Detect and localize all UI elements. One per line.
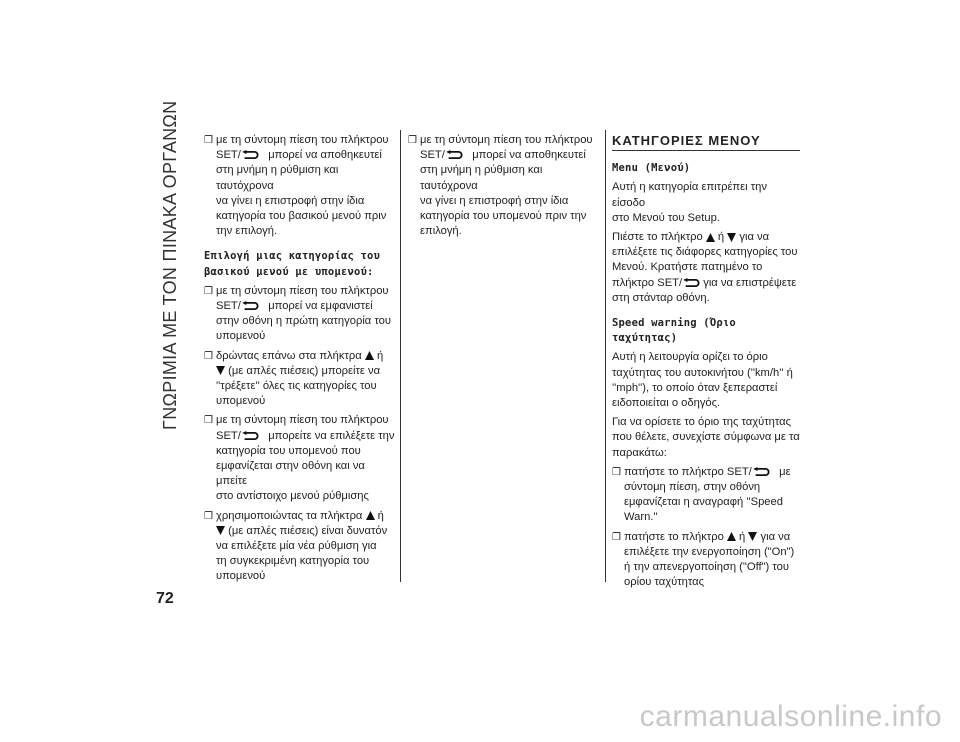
arrow-up-icon (706, 233, 715, 242)
section-title: ΚΑΤΗΓΟΡΙΕΣ ΜΕΝΟΥ (612, 133, 800, 151)
arrow-up-icon (727, 532, 736, 541)
bullet-item: ❒ με τη σύντομη πίεση του πλήκτρου SET/ μπορεί να εμφανιστεί στην οθόνη η πρώτη κατηγορία του υπομενού (204, 284, 391, 343)
bullet-item: ❒ με τη σύντομη πίεση του πλήκτρου SET/ μπορεί να αποθηκευτεί στη μνήμη η ρύθμιση και ταυτόχρονα να γίνει η επιστροφή στην ίδια κατηγορία του βασικού μενού πριν την επιλογή. (204, 134, 389, 238)
bullet-item: ❒ πατήστε το πλήκτρο ή για να επιλέξετε την ενεργοποίηση ("On") ή την απενεργοποίηση ("Off") του ορίου ταχύτητας (612, 530, 795, 589)
column-divider-1 (400, 130, 401, 582)
arrow-down-icon (748, 532, 757, 541)
arrow-down-icon (727, 233, 736, 242)
speed-warning-heading: Speed warning (Όριο ταχύτητας) (612, 317, 736, 345)
bullet-item: ❒ χρησιμοποιώντας τα πλήκτρα ή (με απλές πιέσεις) είναι δυνατόν να επιλέξετε μία νέα ρύθμιση για τη συγκεκριμένη κατηγορία του υπομενού (204, 509, 388, 583)
paragraph: Αυτή η λειτουργία ορίζει το όριο ταχύτητας του αυτοκινήτου (''km/h'' ή ''mph''), το οποίο όταν ξεπεραστεί ειδοποιείται ο οδηγός. (612, 351, 793, 410)
column-3 (612, 133, 800, 594)
column-2 (408, 133, 600, 243)
bullet-item: ❒ με τη σύντομη πίεση του πλήκτρου SET/ μπορείτε να επιλέξετε την κατηγορία του υπομενού που εμφανίζεται στην οθόνη και να μπείτε στο αντίστοιχο μενού ρύθμισης (204, 414, 395, 503)
page-number: 72 (156, 590, 174, 607)
return-icon (241, 301, 259, 311)
watermark-footer (0, 700, 960, 742)
watermark: carmanualsonline.info (639, 700, 942, 733)
side-section-title: ΓΝΩΡΙΜΙΑ ΜΕ ΤΟΝ ΠΙΝΑΚΑ ΟΡΓΑΝΩΝ (160, 100, 180, 430)
column-1 (204, 133, 396, 589)
paragraph: Πιέστε το πλήκτρο ή για να επιλέξετε τις διάφορες κατηγορίες του Μενού. Κρατήστε πατημένο το πλήκτρο SET/ για να επιστρέψετε στη στάνταρ οθόνη. (612, 231, 798, 304)
return-icon (752, 467, 770, 477)
bullet-item: ❒ με τη σύντομη πίεση του πλήκτρου SET/ μπορεί να αποθηκευτεί στη μνήμη η ρύθμιση και ταυτόχρονα να γίνει η επιστροφή στην ίδια κατηγορία του υπομενού πριν την επιλογή. (408, 134, 593, 238)
arrow-up-icon (366, 511, 375, 520)
return-icon (445, 150, 463, 160)
column-divider-2 (605, 130, 606, 582)
return-icon (682, 278, 700, 288)
menu-heading: Menu (Μενού) (612, 162, 691, 175)
bullet-marker: ❒ (204, 135, 213, 146)
subsection-heading: Επιλογή μιας κατηγορίας του βασικού μενού με υπομενού: (204, 250, 381, 278)
bullet-item: ❒ δρώντας επάνω στα πλήκτρα ή (με απλές πιέσεις) μπορείτε να ''τρέξετε'' όλες τις κατηγορίες του υπομενού (204, 349, 384, 408)
return-icon (241, 431, 259, 441)
paragraph: Αυτή η κατηγορία επιτρέπει την είσοδο στο Μενού του Setup. (612, 181, 767, 224)
arrow-down-icon (216, 366, 225, 375)
arrow-up-icon (365, 351, 374, 360)
bullet-item: ❒ πατήστε το πλήκτρο SET/ με σύντομη πίεση, στην οθόνη εμφανίζεται η αναγραφή ''Speed Warn.'' (612, 465, 791, 524)
paragraph: Για να ορίσετε το όριο της ταχύτητας που θέλετε, συνεχίστε σύμφωνα με τα παρακάτω: (612, 416, 800, 459)
arrow-down-icon (216, 526, 225, 535)
return-icon (241, 150, 259, 160)
